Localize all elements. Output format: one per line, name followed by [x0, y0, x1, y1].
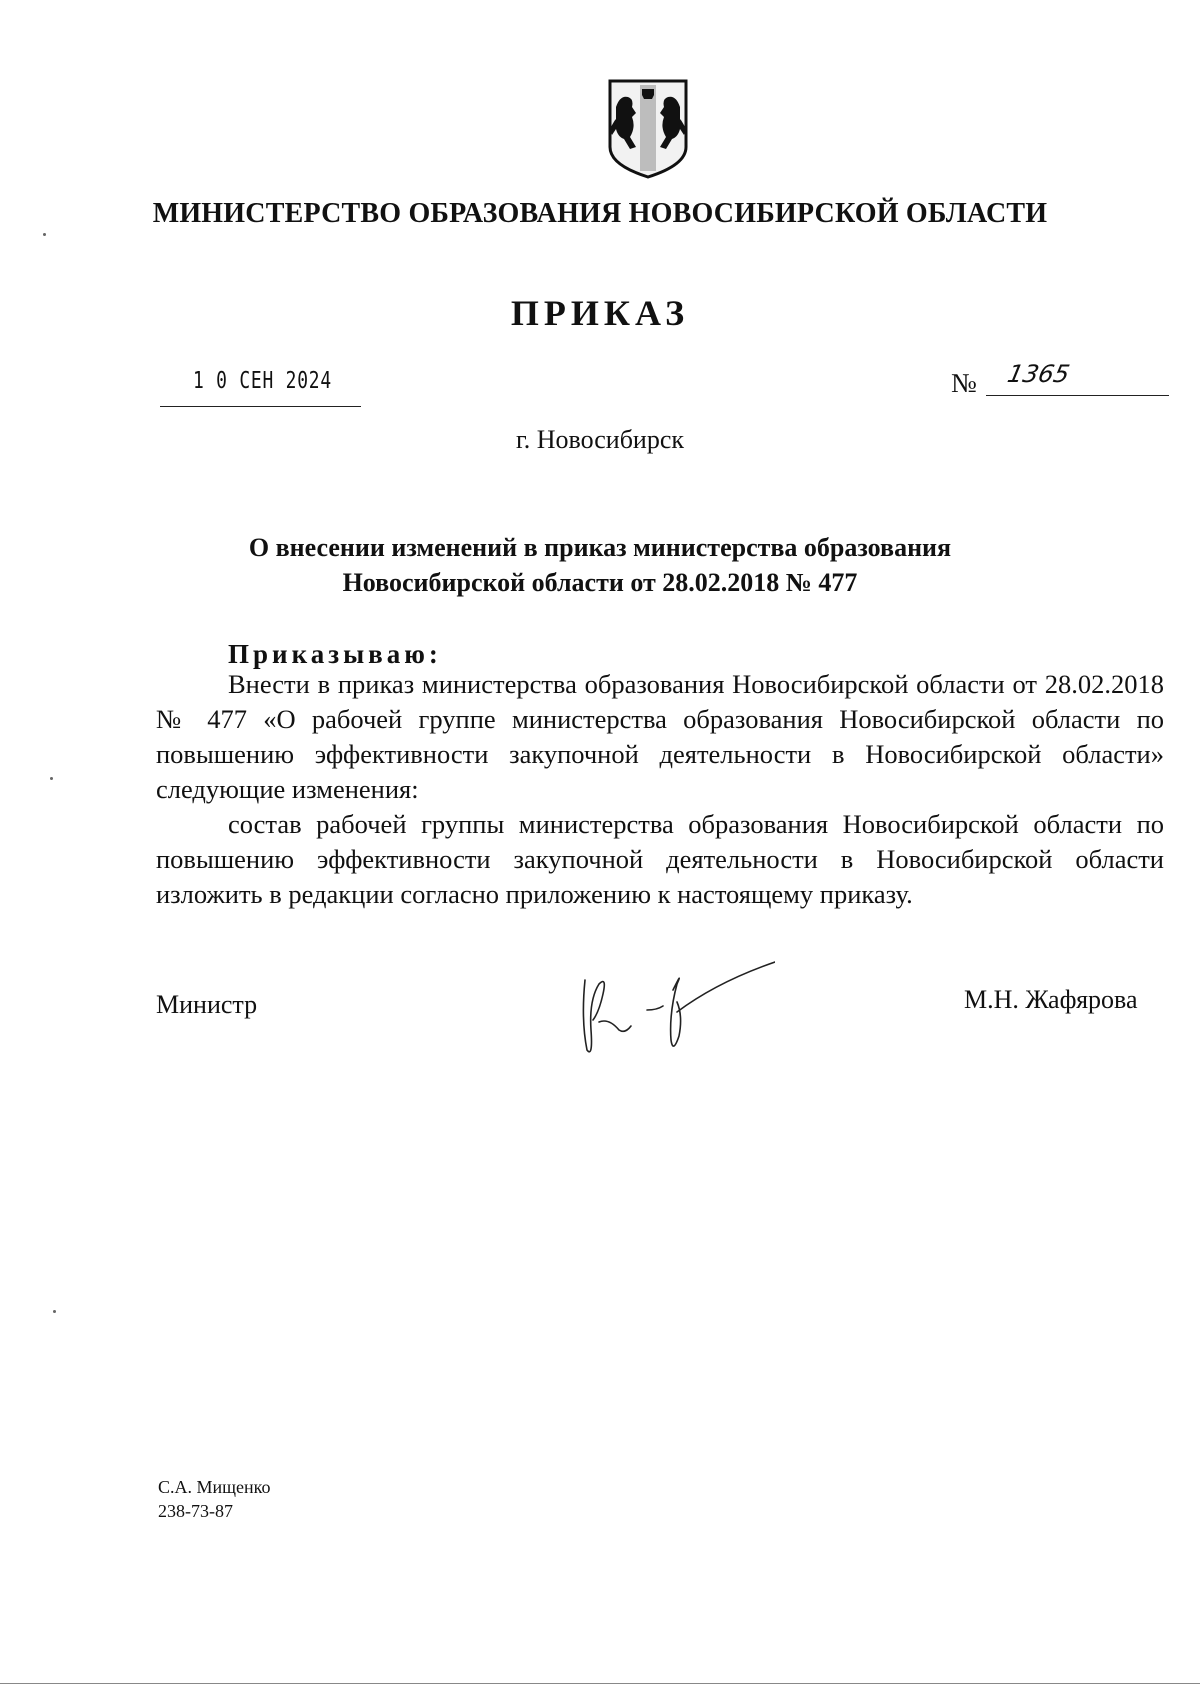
date-underline	[160, 406, 361, 407]
body-paragraph-1: Внести в приказ министерства образования Новосибирской области от 28.02.2018 № 477 «О рабочей группе министерства образования Новосибирской области по повышению эффективности закупочной деятельности в Новосибирской области» следующие изменения:	[156, 669, 1164, 804]
document-body	[156, 667, 1164, 912]
signer-title: Министр	[156, 990, 258, 1019]
number-label: №	[951, 368, 977, 398]
scan-speck	[53, 1310, 56, 1313]
coat-of-arms-icon	[606, 77, 690, 179]
ministry-name: МИНИСТЕРСТВО ОБРАЗОВАНИЯ НОВОСИБИРСКОЙ ОБЛАСТИ	[152, 198, 1048, 229]
order-word: Приказываю:	[228, 639, 442, 669]
scan-speck	[50, 777, 53, 780]
body-paragraph-2: состав рабочей группы министерства образования Новосибирской области по повышению эффективности закупочной деятельности в Новосибирской области изложить в редакции согласно приложению к настоящему приказу.	[156, 809, 1164, 909]
signer-name: М.Н. Жафярова	[964, 985, 1138, 1014]
executor-block	[158, 1475, 270, 1523]
executor-phone: 238-73-87	[158, 1501, 233, 1521]
signature-icon	[555, 950, 775, 1060]
subject-line-2: Новосибирской области от 28.02.2018 № 477	[342, 568, 858, 597]
executor-name: С.А. Мищенко	[158, 1477, 271, 1497]
date-stamp: 1 0 СЕН 2024	[193, 368, 332, 394]
document-number: 1365	[1005, 360, 1073, 388]
scan-bottom-edge	[0, 1683, 1200, 1684]
document-subject	[230, 530, 970, 600]
document-type-title: ПРИКАЗ	[510, 293, 690, 333]
city-line: г. Новосибирск	[515, 425, 685, 454]
number-underline	[986, 395, 1169, 396]
scan-speck	[43, 233, 46, 236]
subject-line-1: О внесении изменений в приказ министерства образования	[248, 533, 952, 562]
